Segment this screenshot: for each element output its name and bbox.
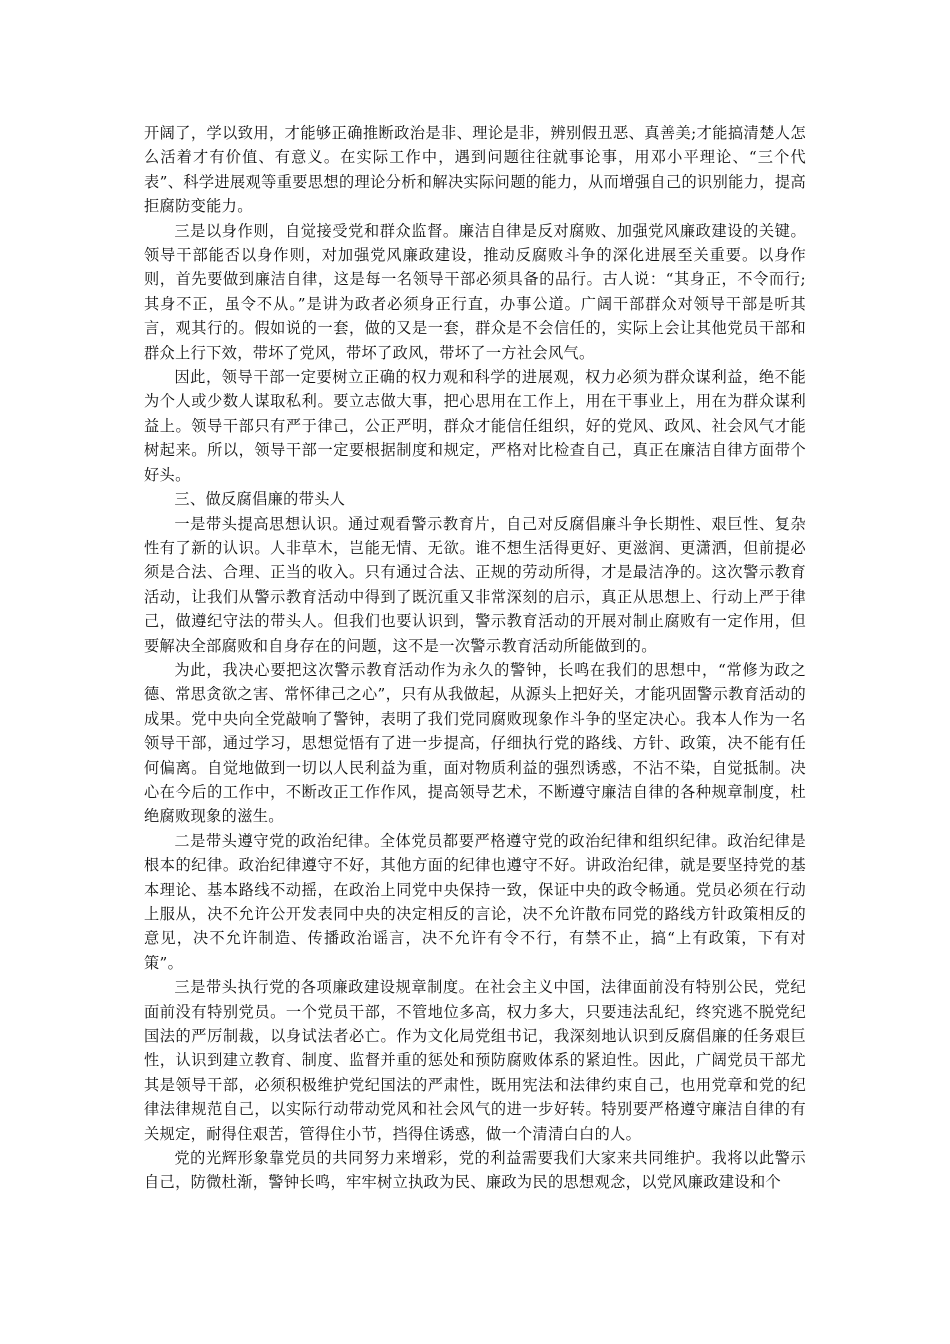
paragraph-thought-awareness: 一是带头提高思想认识。通过观看警示教育片，自己对反腐倡廉斗争长期性、艰巨性、复杂性有了新的认识。人非草木，岂能无情、无欲。谁不想生活得更好、更滋润、更潇洒，但前提必须是合法、合理、正当的收入。只有通过合法、正规的劳动所得，才是最洁净的。这次警示教育活动，让我们从警示教育活动中得到了既沉重又非常深刻的启示，真正从思想上、行动上严于律己，做遵纪守法的带头人。但我们也要认识到，警示教育活动的开展对制止腐败有一定作用，但要解决全部腐败和自身存在的问题，这不是一次警示教育活动所能做到的。 [144,514,806,655]
paragraph-warning-bell: 为此，我决心要把这次警示教育活动作为永久的警钟，长鸣在我们的思想中，“常修为政之德、常思贪欲之害、常怀律己之心”，只有从我做起，从源头上把好关，才能巩固警示教育活动的成果。党中央向全党敲响了警钟，表明了我们党同腐败现象作斗争的坚定决心。我本人作为一名领导干部，通过学习，思想觉悟有了进一步提高，仔细执行党的路线、方针、政策，决不能有任何偏离。自觉地做到一切以人民利益为重，面对物质利益的强烈诱惑，不沾不染，自觉抵制。决心在今后的工作中，不断改正工作作风，提高领导艺术，不断遵守廉洁自律的各种规章制度，杜绝腐败现象的滋生。 [144,660,806,826]
section-heading: 三、做反腐倡廉的带头人 [174,490,346,509]
paragraph-regulations: 三是带头执行党的各项廉政建设规章制度。在社会主义中国，法律面前没有特别公民，党纪面前没有特别党员。一个党员干部，不管地位多高，权力多大，只要违法乱纪，终究逃不脱党纪国法的严厉制裁，以身试法者必亡。作为文化局党组书记，我深刻地认识到反腐倡廉的任务艰巨性，认识到建立教育、制度、监督并重的惩处和预防腐败体系的紧迫性。因此，广阔党员干部尤其是领导干部，必须积极维护党纪国法的严肃性，既用宪法和法律约束自己，也用党章和党的纪律法律规范自己，以实际行动带动党风和社会风气的进一步好转。特别要严格遵守廉洁自律的有关规定，耐得住艰苦，管得住小节，挡得住诱惑，做一个清清白白的人。 [144,978,806,1143]
paragraph-power-view: 因此，领导干部一定要树立正确的权力观和科学的进展观，权力必须为群众谋利益，绝不能为个人或少数人谋取私利。要立志做大事，把心思用在工作上，用在干事业上，用在为群众谋利益上。领导干部只有严于律己，公正严明，群众才能信任组织，好的党风、政风、社会风气才能树起来。所以，领导干部一定要根据制度和规定，严格对比检查自己，真正在廉洁自律方面带个好头。 [144,368,806,484]
paragraph-closing: 党的光辉形象靠党员的共同努力来增彩，党的利益需要我们大家来共同维护。我将以此警示自己，防微杜渐，警钟长鸣，牢牢树立执政为民、廉政为民的思想观念，以党风廉政建设和个 [144,1149,806,1192]
paragraph-political-discipline: 二是带头遵守党的政治纪律。全体党员都要严格遵守党的政治纪律和组织纪律。政治纪律是根本的纪律。政治纪律遵守不好，其他方面的纪律也遵守不好。讲政治纪律，就是要坚持党的基本理论、基本路线不动摇，在政治上同党中央保持一致，保证中央的政令畅通。党员必须在行动上服从，决不允许公开发表同中央的决定相反的言论，决不允许散布同党的路线方针政策相反的意见，决不允许制造、传播政治谣言，决不允许有令不行，有禁不止，搞“上有政策，下有对策”。 [144,831,806,972]
paragraph-self-discipline: 三是以身作则，自觉接受党和群众监督。廉洁自律是反对腐败、加强党风廉政建设的关键。领导干部能否以身作则，对加强党风廉政建设，推动反腐败斗争的深化进展至关重要。以身作则，首先要做到廉洁自律，这是每一名领导干部必须具备的品行。古人说：“其身正，不令而行;其身不正，虽令不从。”是讲为政者必须身正行直，办事公道。广阔干部群众对领导干部是听其言，观其行的。假如说的一套，做的又是一套，群众是不会信任的，实际上会让其他党员干部和群众上行下效，带坏了党风，带坏了政风，带坏了一方社会风气。 [144,221,806,362]
paragraph-continuation: 开阔了，学以致用，才能够正确推断政治是非、理论是非，辨别假丑恶、真善美;才能搞清楚人怎么活着才有价值、有意义。在实际工作中，遇到问题往往就事论事，用邓小平理论、“三个代表”、科学进展观等重要思想的理论分析和解决实际问题的能力，从而增强自己的识别能力，提高拒腐防变能力。 [144,124,806,216]
document-body [144,121,806,1195]
